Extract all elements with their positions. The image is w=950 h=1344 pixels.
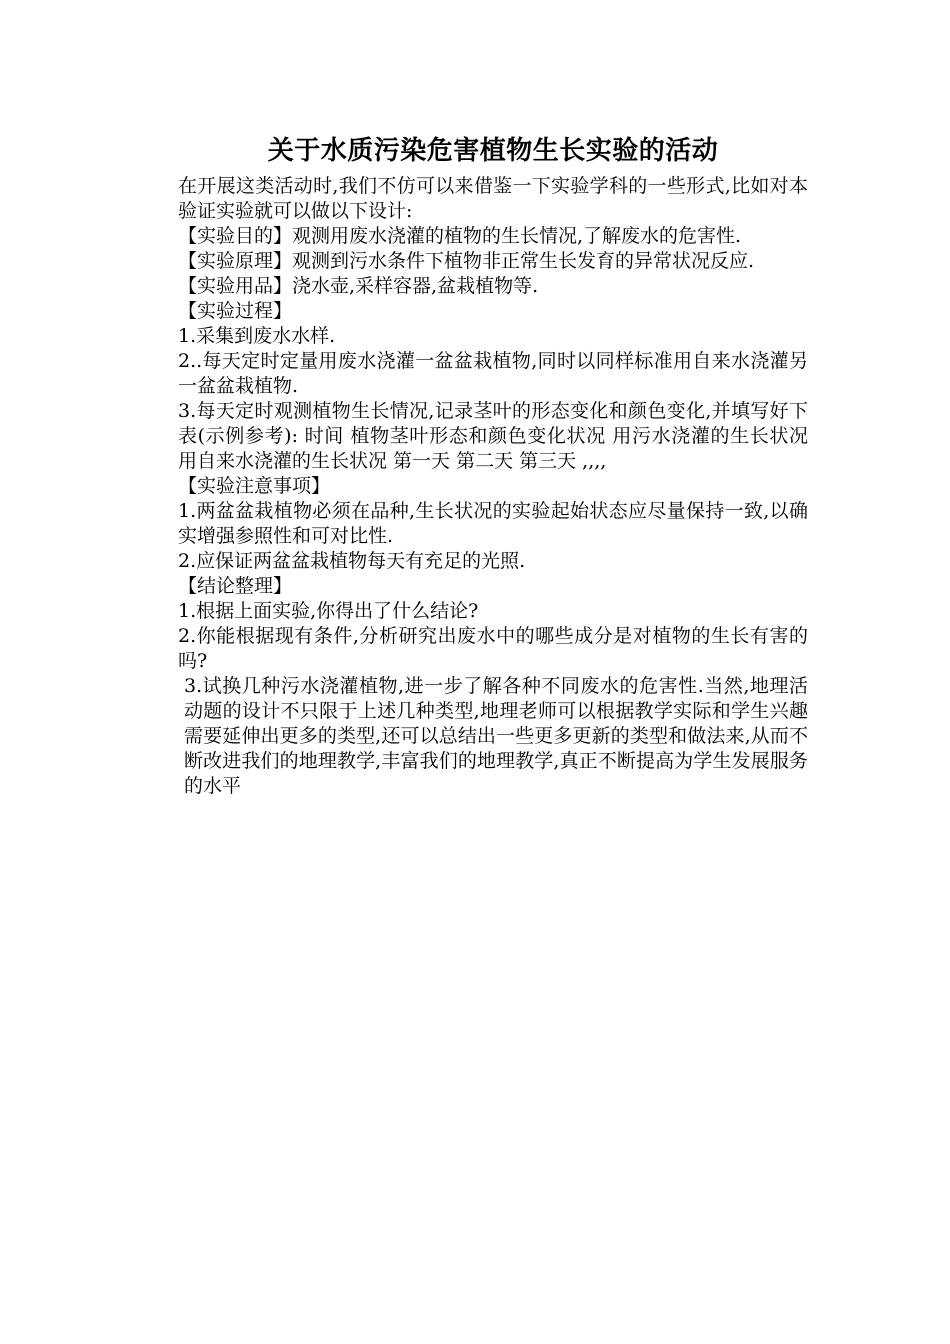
document-body: [178, 132, 808, 799]
paragraph-process-step-2: 2..每天定时定量用废水浇灌一盆盆栽植物,同时以同样标准用自来水浇灌另一盆盆栽植物.: [178, 350, 808, 397]
paragraph-conclusion-2: 2.你能根据现有条件,分析研究出废水中的哪些成分是对植物的生长有害的吗?: [178, 625, 808, 672]
paragraph-principle: 【实验原理】观测到污水条件下植物非正常生长发育的异常状况反应.: [178, 250, 755, 272]
paragraph-process-step-1: 1.采集到废水水样.: [178, 325, 336, 347]
section-heading-notes: 【实验注意事项】: [178, 475, 331, 497]
paragraph-process-step-3: 3.每天定时观测植物生长情况,记录茎叶的形态变化和颜色变化,并填写好下表(示例参考): 时间 植物茎叶形态和颜色变化状况 用污水浇灌的生长状况 用自来水浇灌的生长状况 第一天 第二天 第三天 ,,,,: [178, 400, 808, 472]
paragraph-materials: 【实验用品】浇水壶,采样容器,盆栽植物等.: [178, 275, 539, 297]
paragraph-intro: 在开展这类活动时,我们不仿可以来借鉴一下实验学科的一些形式,比如对本验证实验就可以做以下设计:: [178, 175, 808, 222]
paragraph-conclusion-3: 3.试换几种污水浇灌植物,进一步了解各种不同废水的危害性.当然,地理活动题的设计不只限于上述几种类型,地理老师可以根据教学实际和学生兴趣需要延伸出更多的类型,还可以总结出一些更多更新的类型和做法来,从而不断改进我们的地理教学,丰富我们的地理教学,真正不断提高为学生发展服务的水平: [184, 675, 808, 797]
paragraph-purpose: 【实验目的】观测用废水浇灌的植物的生长情况,了解废水的危害性.: [178, 225, 742, 247]
paragraph-conclusion-1: 1.根据上面实验,你得出了什么结论?: [178, 600, 479, 622]
document-title: 关于水质污染危害植物生长实验的活动: [267, 136, 719, 166]
section-heading-conclusion: 【结论整理】: [178, 575, 293, 597]
paragraph-note-1: 1.两盆盆栽植物必须在品种,生长状况的实验起始状态应尽量保持一致,以确实增强参照性和可对比性.: [178, 500, 808, 547]
section-heading-process: 【实验过程】: [178, 300, 293, 322]
paragraph-note-2: 2.应保证两盆盆栽植物每天有充足的光照.: [178, 550, 526, 572]
